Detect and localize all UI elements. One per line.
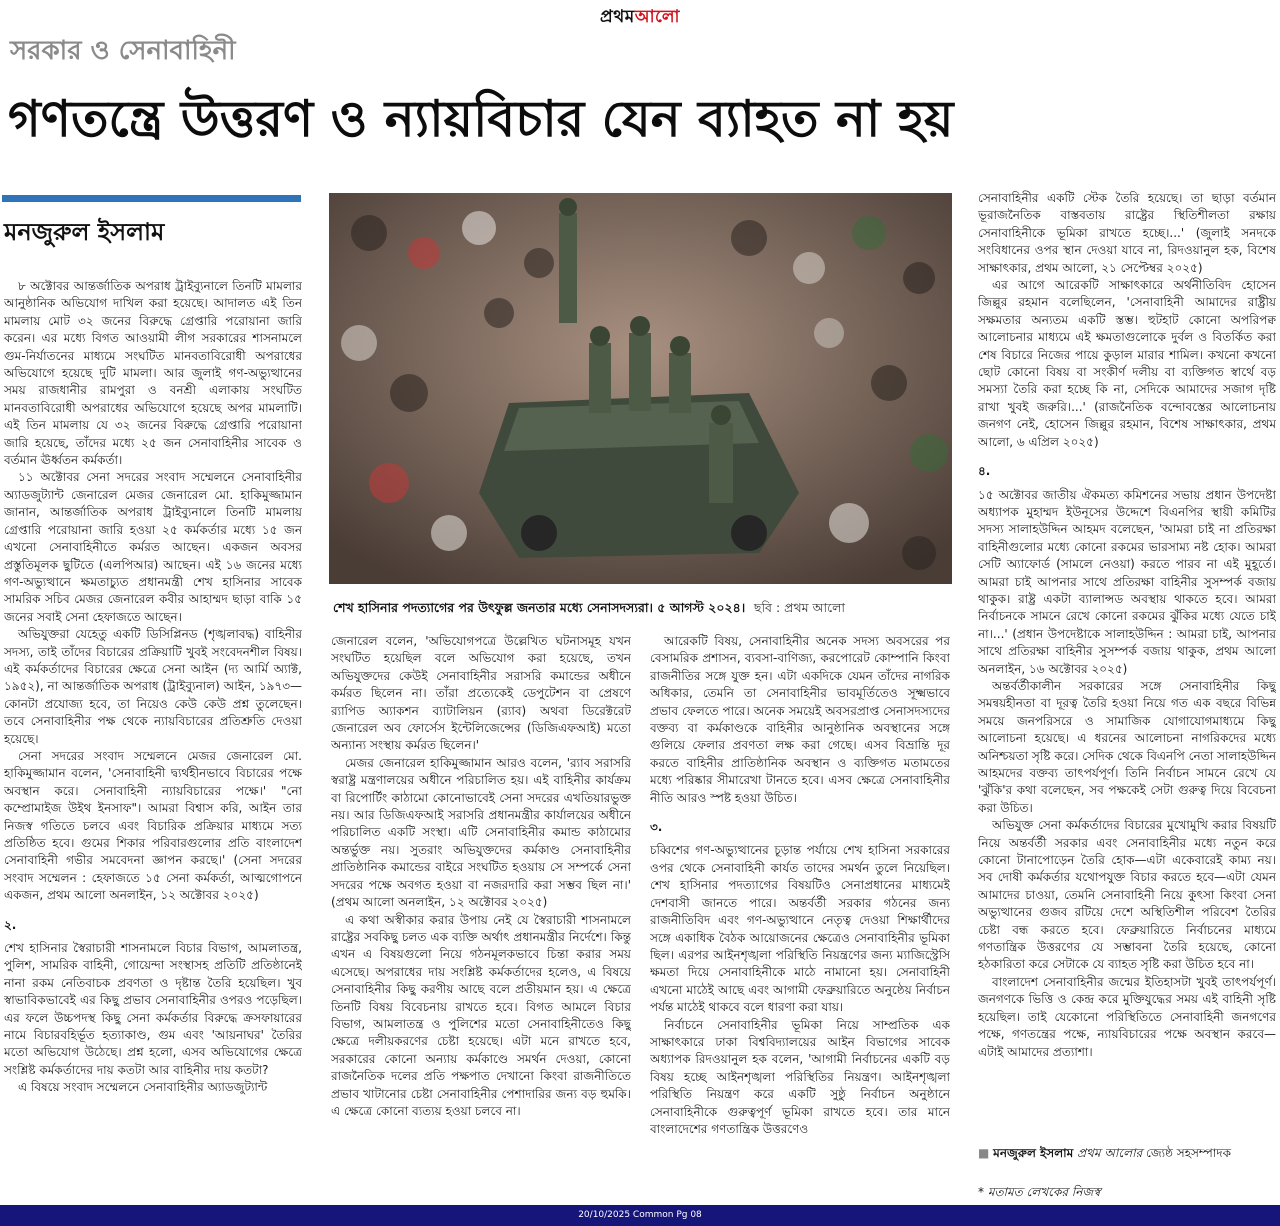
paragraph: ১১ অক্টোবর সেনা সদরের সংবাদ সম্মেলনে সেনাবাহিনীর অ্যাডজুট্যান্ট জেনারেল মেজর জেনারেল মো. হাকিমুজ্জামান জানান, আন্তর্জাতিক অপরাধ ট্রাইব্যুনালে তিনটি মামলায় গ্রেপ্তারি পরোয়ানা জারি হওয়া ২৫ কর্মকর্তার মধ্যে ১৫ জন এখনো সেনাবাহিনীতে কর্মরত আছেন। একজন অবসর প্রস্তুতিমূলক ছুটিতে (এলপিআর) আছেন। এই ১৬ জনের মধ্যে গণ-অভ্যুত্থানে ক্ষমতাচ্যুত প্রধানমন্ত্রী শেখ হাসিনার সাবেক সামরিক সচিব মেজর জেনারেল কবীর আহাম্মদ ছাড়া বাকি ১৫ জনের সবাই সেনা হেফাজতে আছেন। bbox=[4, 470, 302, 624]
author-role: জ্যেষ্ঠ সহসম্পাদক bbox=[1146, 1146, 1232, 1160]
paragraph: অন্তর্বর্তীকালীন সরকারের সঙ্গে সেনাবাহিনীর কিছু সমন্বয়হীনতা বা দূরত্ব তৈরি হওয়া নিয়ে গত এক বছরে বিভিন্ন সময়ে জনপরিসরে ও সামাজিক যোগাযোগমাধ্যমে কিছু আলোচনা হয়েছে। এ ধরনের আলোচনা নাগরিকদের মধ্যে অনিশ্চয়তা সৃষ্টি করে। সেদিক থেকে বিএনপি নেতা সালাহউদ্দিন আহমদের বক্তব্য তাৎপর্যপূর্ণ। তিনি নির্বাচন সামনে রেখে যে 'ঝুঁকি'র কথা বলেছেন, সব পক্ষকেই সেটা গুরুত্ব দিয়ে বিবেচনা করা উচিত। bbox=[978, 678, 1276, 815]
article-column-4 bbox=[978, 190, 1276, 1138]
caption-text: শেখ হাসিনার পদত্যাগের পর উৎফুল্ল জনতার মধ্যে সেনাসদস্যরা। ৫ আগস্ট ২০২৪। bbox=[333, 600, 746, 615]
newspaper-logo[interactable] bbox=[600, 4, 680, 32]
paragraph: এ বিষয়ে সংবাদ সম্মেলনে সেনাবাহিনীর অ্যাডজুট্যান্ট bbox=[18, 1080, 268, 1095]
author-publication: প্রথম আলোর bbox=[1077, 1146, 1143, 1160]
logo-text-2: আলো bbox=[634, 7, 680, 27]
paragraph: বাংলাদেশ সেনাবাহিনীর জন্মের ইতিহাসটা খুবই তাৎপর্যপূর্ণ। জনগণকে ভিত্তি ও কেন্দ্র করে মুক্তিযুদ্ধের সময় এই বাহিনী সৃষ্টি হয়েছিল। তাই যেকোনো পরিস্থিতিতে সেনাবাহিনী জনগণের পক্ষে, গণতন্ত্রের পক্ষে, ন্যায়বিচারের পক্ষে অবস্থান করবে—এটাই আমাদের প্রত্যাশা। bbox=[978, 974, 1276, 1059]
article-column-3 bbox=[650, 633, 950, 1202]
paragraph: মেজর জেনারেল হাকিমুজ্জামান আরও বলেন, 'র‍্যাব সরাসরি স্বরাষ্ট্র মন্ত্রণালয়ের অধীনে পরিচালিত হয়। এই বাহিনীর কার্যক্রম বা রিপোর্টিং কাঠামো কোনোভাবেই সেনা সদরের এখতিয়ারভুক্ত নয়। আর ডিজিএফআই সরাসরি প্রধানমন্ত্রীর কার্যালয়ের অধীনে পরিচালিত একটি সংস্থা। এটি সেনাবাহিনীর কমান্ড কাঠামোর অন্তর্ভুক্ত নয়। সুতরাং অভিযুক্তদের কর্মকাণ্ড সেনাবাহিনীর প্রাতিষ্ঠানিক কমান্ডের বাইরে সংঘটিত হওয়ায় সে সম্পর্কে সেনা সদরের পক্ষে অবগত হওয়া বা নজরদারি করা সম্ভব ছিল না।' (প্রথম আলো অনলাইন, ১২ অক্টোবর ২০২৫) bbox=[331, 755, 631, 910]
paragraph: অভিযুক্ত সেনা কর্মকর্তাদের বিচারের মুখোমুখি করার বিষয়টি নিয়ে অন্তর্বর্তী সরকার এবং সেনাবাহিনীর মধ্যে নতুন করে কোনো টানাপোড়েন তৈরি হোক—এটা একেবারেই কাম্য নয়। সব দোষী কর্মকর্তার যথোপযুক্ত বিচার করতে হবে—এটা যেমন আমাদের চাওয়া, তেমনি সেনাবাহিনী নিয়ে কুৎসা কিংবা সেনা অভ্যুত্থানের গুজব রটিয়ে দেশে অস্থিতিশীল পরিবেশ তৈরির চেষ্টা বন্ধ করতে হবে। ফেব্রুয়ারিতে নির্বাচনের মাধ্যমে গণতান্ত্রিক উত্তরণের যে সম্ভাবনা তৈরি হয়েছে, কোনো হঠকারিতা করে সেটাকে যে ব্যাহত সৃষ্টি করা উচিত হবে না। bbox=[978, 818, 1276, 972]
photo-caption bbox=[333, 600, 949, 620]
section-number: ৩. bbox=[650, 820, 663, 835]
section-number: ২. bbox=[4, 917, 17, 932]
paragraph: এর আগে আরেকটি সাক্ষাৎকারে অর্থনীতিবিদ হোসেন জিল্লুর রহমান বলেছিলেন, 'সেনাবাহিনী আমাদের রাষ্ট্রীয় সক্ষমতার অন্যতম একটি স্তম্ভ। হুটহাট কোনো অপরিপক্ব আলোচনার মাধ্যমে এই ক্ষমতাগুলোকে দুর্বল ও বিতর্কিত করা শেষ বিচারে নিজের পায়ে কুড়াল মারার শামিল। কখনো কখনো ছোট কোনো বিষয় বা সংকীর্ণ দলীয় বা ব্যক্তিগত স্বার্থে বড় সমস্যা তৈরি করা হচ্ছে কি না, সেদিকে আমাদের সজাগ দৃষ্টি রাখা খুবই জরুরি।...' (রাজনৈতিক বন্দোবস্তের আলোচনায় জনগণ নেই, হোসেন জিল্লুর রহমান, বিশেষ সাক্ষাৎকার, প্রথম আলো, ৬ এপ্রিল ২০২৫) bbox=[978, 278, 1276, 449]
page-footer: 20/10/2025 Common Pg 08 bbox=[0, 1205, 1280, 1226]
paragraph: অভিযুক্তরা যেহেতু একটি ডিসিপ্লিনড (শৃঙ্খলাবদ্ধ) বাহিনীর সদস্য, তাই তাঁদের বিচারের প্রক্রিয়াটি খুবই সংবেদনশীল বিষয়। এই কর্মকর্তাদের বিচারের ক্ষেত্রে সেনা আইন (দ্য আর্মি অ্যাক্ট, ১৯৫২), না আন্তর্জাতিক অপরাধ (ট্রাইব্যুনাল) আইন, ১৯৭৩—কোনটা প্রযোজ্য হবে, তা নিয়েও কেউ কেউ প্রশ্ন তুলেছেন। তবে সেনাবাহিনীর পক্ষ থেকে ন্যায়বিচারের প্রতিশ্রুতি দেওয়া হয়েছে। bbox=[4, 627, 302, 746]
paragraph: ১৫ অক্টোবর জাতীয় ঐকমত্য কমিশনের সভায় প্রধান উপদেষ্টা অধ্যাপক মুহাম্মদ ইউনূসের উদ্দেশে বিএনপির স্থায়ী কমিটির সদস্য সালাহউদ্দিন আহমদ বলেছেন, 'আমরা চাই না প্রতিরক্ষা বাহিনীগুলোর মধ্যে কোনো রকমের ভারসাম্য নষ্ট হোক। আমরা সেটি অ্যাফোর্ড (সামলে নেওয়া) করতে পারব না এই মুহূর্তে। আমরা চাই আপনার সাথে প্রতিরক্ষা বাহিনীর সুসম্পর্ক বজায় থাকুক। রাষ্ট্র একটা ব্যালান্সড অবস্থায় থাকতে হবে। আমরা নির্বাচনকে সামনে রেখে কোনো রকমের ঝুঁকির মধ্যে যেতে চাই না।...' (প্রধান উপদেষ্টাকে সালাহউদ্দিন : আমরা চাই, আপনার সাথে প্রতিরক্ষা বাহিনীর সুসম্পর্ক বজায় থাকুক, প্রথম আলো অনলাইন, ১৬ অক্টোবর ২০২৫) bbox=[978, 487, 1276, 676]
headline: গণতন্ত্রে উত্তরণ ও ন্যায়বিচার যেন ব্যাহত না হয় bbox=[8, 89, 954, 148]
author-note bbox=[978, 1145, 1274, 1165]
photo-credit: ছবি : প্রথম আলো bbox=[753, 600, 846, 615]
byline-rule bbox=[2, 195, 301, 202]
crowd-soldiers-apc-photo bbox=[329, 193, 952, 584]
author-name: মনজুরুল ইসলাম bbox=[993, 1146, 1074, 1160]
article-column-2 bbox=[331, 633, 631, 1202]
paragraph: এ কথা অস্বীকার করার উপায় নেই যে স্বৈরাচারী শাসনামলে রাষ্ট্রের সবকিছু চলত এক ব্যক্তি অর্থাৎ প্রধানমন্ত্রীর নির্দেশে। কিন্তু এখন এ বিষয়গুলো নিয়ে গঠনমূলকভাবে চিন্তা করার সময় এসেছে। অপরাধের দায় সংশ্লিষ্ট কর্মকর্তাদের হলেও, এ বিষয়ে সেনাবাহিনীর কিছু করণীয় আছে বলে প্রতীয়মান হয়। এ ক্ষেত্রে তিনটি বিষয় বিবেচনায় রাখতে হবে। বিগত আমলে বিচার বিভাগ, আমলাতন্ত্র ও পুলিশের মতো সেনাবাহিনীতেও কিছু ক্ষেত্রে দলীয়করণের চেষ্টা হয়েছে। এটা মনে রাখতে হবে, সরকারের কোনো অন্যায় কর্মকাণ্ডে সমর্থন দেওয়া, কোনো রাজনৈতিক দলের প্রতি পক্ষপাত দেখানো কিংবা রাজনীতিতে প্রভাব খাটানোর চেষ্টা সেনাবাহিনীর পেশাদারির জন্য বড় হুমকি। এ ক্ষেত্রে কোনো ব্যত্যয় হওয়া চলবে না। bbox=[331, 912, 631, 1118]
masthead bbox=[0, 4, 1280, 32]
section-label: সরকার ও সেনাবাহিনী bbox=[10, 36, 236, 66]
paragraph: নির্বাচনে সেনাবাহিনীর ভূমিকা নিয়ে সাম্প্রতিক এক সাক্ষাৎকারে ঢাকা বিশ্ববিদ্যালয়ের আইন বিভাগের সাবেক অধ্যাপক রিদওয়ানুল হক বলেন, 'আগামী নির্বাচনের একটি বড় বিষয় হচ্ছে আইনশৃঙ্খলা পরিস্থিতির নিয়ন্ত্রণ। আইনশৃঙ্খলা পরিস্থিতি নিয়ন্ত্রণ করে একটি সুষ্ঠু নির্বাচন অনুষ্ঠানে সেনাবাহিনীকে গুরুত্বপূর্ণ ভূমিকা রাখতে হবে। তার মানে বাংলাদেশের গণতান্ত্রিক উত্তরণেও bbox=[650, 1017, 950, 1136]
news-photo bbox=[329, 193, 952, 584]
section-number: ৪. bbox=[978, 464, 991, 479]
paragraph: ৮ অক্টোবর আন্তর্জাতিক অপরাধ ট্রাইব্যুনালে তিনটি মামলার আনুষ্ঠানিক অভিযোগ দাখিল করা হয়েছে। আদালত এই তিন মামলায় মোট ৩২ জনের বিরুদ্ধে গ্রেপ্তারি পরোয়ানা জারি করেন। এর মধ্যে বিগত আওয়ামী লীগ সরকারের শাসনামলে গুম-নির্যাতনের মাধ্যমে সংঘটিত মানবতাবিরোধী অপরাধের অভিযোগে হয়েছে দুটি মামলা। আর জুলাই গণ-অভ্যুত্থানের সময় রাজধানীর রামপুরা ও বনশ্রী এলাকায় সংঘটিত মানবতাবিরোধী অপরাধের অভিযোগে হয়েছে অপর মামলাটি। এই তিন মামলায় যে ৩২ জনের বিরুদ্ধে গ্রেপ্তারি পরোয়ানা জারি হয়েছে, তাঁদের মধ্যে ২৫ জন সেনাবাহিনীর সাবেক ও বর্তমান ঊর্ধ্বতন কর্মকর্তা। bbox=[4, 279, 302, 468]
paragraph: আরেকটি বিষয়, সেনাবাহিনীর অনেক সদস্য অবসরের পর বেসামরিক প্রশাসন, ব্যবসা-বাণিজ্য, করপোরেট কোম্পানি কিংবা রাজনীতির সঙ্গে যুক্ত হন। এটা একদিকে যেমন তাঁদের নাগরিক অধিকার, তেমনি তা সেনাবাহিনীর ভাবমূর্তিতেও সূক্ষ্মভাবে প্রভাব ফেলতে পারে। অনেক সময়েই অবসরপ্রাপ্ত সেনাসদস্যদের বক্তব্য বা কর্মকাণ্ডকে বাহিনীর আনুষ্ঠানিক অবস্থানের সঙ্গে গুলিয়ে ফেলার প্রবণতা লক্ষ করা গেছে। এসব বিভ্রান্তি দূর করতে বাহিনীর প্রাতিষ্ঠানিক অবস্থান ও ব্যক্তিগত মতামতের মধ্যে পরিষ্কার সীমারেখা টানতে হবে। এসব ক্ষেত্রে সেনাবাহিনীর নীতি আরও স্পষ্ট হওয়া উচিত। bbox=[650, 634, 950, 805]
paragraph: সেনা সদরের সংবাদ সম্মেলনে মেজর জেনারেল মো. হাকিমুজ্জামান বলেন, 'সেনাবাহিনী দ্ব্যর্থহীনভাবে বিচারের পক্ষে অবস্থান করে। সেনাবাহিনী ন্যায়বিচারের পক্ষে।' "নো কম্প্রোমাইজ উইথ ইনসাফ"। আমরা বিশ্বাস করি, আইন তার নিজস্ব গতিতে চলবে এবং বিচারিক প্রক্রিয়ার মাধ্যমে সত্য প্রতিষ্ঠিত হবে। গুমের শিকার পরিবারগুলোর প্রতি বাংলাদেশ সেনাবাহিনী গভীর সমবেদনা জ্ঞাপন করছে।' (সেনা সদরের সংবাদ সম্মেলন : হেফাজতে ১৫ সেনা কর্মকর্তা, আত্মগোপনে একজন, প্রথম আলো অনলাইন, ১২ অক্টোবর ২০২৫) bbox=[4, 748, 302, 903]
article-column-1 bbox=[4, 278, 302, 1202]
bullet-icon: ■ bbox=[978, 1146, 990, 1160]
byline: মনজুরুল ইসলাম bbox=[4, 217, 165, 246]
disclaimer: * মতামত লেখকের নিজস্ব bbox=[978, 1185, 1101, 1199]
logo-text-1: প্রথম bbox=[600, 7, 635, 27]
paragraph: জেনারেল বলেন, 'অভিযোগপত্রে উল্লেখিত ঘটনাসমূহ যখন সংঘটিত হয়েছিল বলে অভিযোগ করা হয়েছে, তখন অভিযুক্তদের কেউই সেনাবাহিনীর সরাসরি কমান্ডের অধীনে কর্মরত ছিলেন না। তাঁরা প্রত্যেকেই ডেপুটেশন বা প্রেষণে র‍্যাপিড অ্যাকশন ব্যাটালিয়ন (র‍্যাব) অথবা ডিরেক্টরেট জেনারেল অব ফোর্সেস ইন্টেলিজেন্সের (ডিজিএফআই) মতো অন্যান্য সংস্থায় কর্মরত ছিলেন।' bbox=[331, 634, 631, 753]
paragraph: চব্বিশের গণ-অভ্যুত্থানের চূড়ান্ত পর্যায়ে শেখ হাসিনা সরকারের ওপর থেকে সেনাবাহিনী কার্যত তাদের সমর্থন তুলে নিয়েছিল। শেখ হাসিনার পদত্যাগের বিষয়টিও সেনাপ্রধানের মাধ্যমেই দেশবাসী জানতে পারে। অন্তর্বর্তী সরকার গঠনের জন্য রাজনীতিবিদ এবং গণ-অভ্যুত্থানে নেতৃত্ব দেওয়া শিক্ষার্থীদের সঙ্গে একাধিক বৈঠক আয়োজনের ক্ষেত্রেও সেনাবাহিনীর ভূমিকা ছিল। এরপর আইনশৃঙ্খলা পরিস্থিতি নিয়ন্ত্রণের জন্য ম্যাজিস্ট্রেসি ক্ষমতা দিয়ে সেনাবাহিনীকে মাঠে নামানো হয়। সেনাবাহিনী এখনো মাঠেই আছে এবং আগামী ফেব্রুয়ারিতে অনুষ্ঠেয় নির্বাচন পর্যন্ত মাঠেই থাকবে বলে ধারণা করা যায়। bbox=[650, 843, 950, 1015]
paragraph: সেনাবাহিনীর একটি স্টেক তৈরি হয়েছে। তা ছাড়া বর্তমান ভূরাজনৈতিক বাস্তবতায় রাষ্ট্রের স্থিতিশীলতা রক্ষায় সেনাবাহিনীকে ভূমিকা রাখতে হচ্ছে।...' (জুলাই সনদকে সংবিধানের ওপর স্থান দেওয়া যাবে না, রিদওয়ানুল হক, বিশেষ সাক্ষাৎকার, প্রথম আলো, ২১ সেপ্টেম্বর ২০২৫) bbox=[978, 191, 1276, 275]
paragraph: শেখ হাসিনার স্বৈরাচারী শাসনামলে বিচার বিভাগ, আমলাতন্ত্র, পুলিশ, সামরিক বাহিনী, গোয়েন্দা সংস্থাসহ প্রতিটি প্রতিষ্ঠানেই নানা রকম নেতিবাচক প্রবণতা ও দৃষ্টান্ত তৈরি হয়েছিল। খুব স্বাভাবিকভাবেই এর কিছু প্রভাব সেনাবাহিনীর ওপরও পড়েছিল। এর ফলে উচ্চপদস্থ কিছু সেনা কর্মকর্তার বিরুদ্ধে ক্রসফায়ারের নামে বিচারবহির্ভূত হত্যাকাণ্ড, গুম এবং 'আয়নাঘর' তৈরির মতো অভিযোগ উঠেছে। প্রশ্ন হলো, এসব অভিযোগের ক্ষেত্রে সংশ্লিষ্ট কর্মকর্তাদের দায় কতটা আর বাহিনীর দায় কতটা? bbox=[4, 941, 302, 1077]
